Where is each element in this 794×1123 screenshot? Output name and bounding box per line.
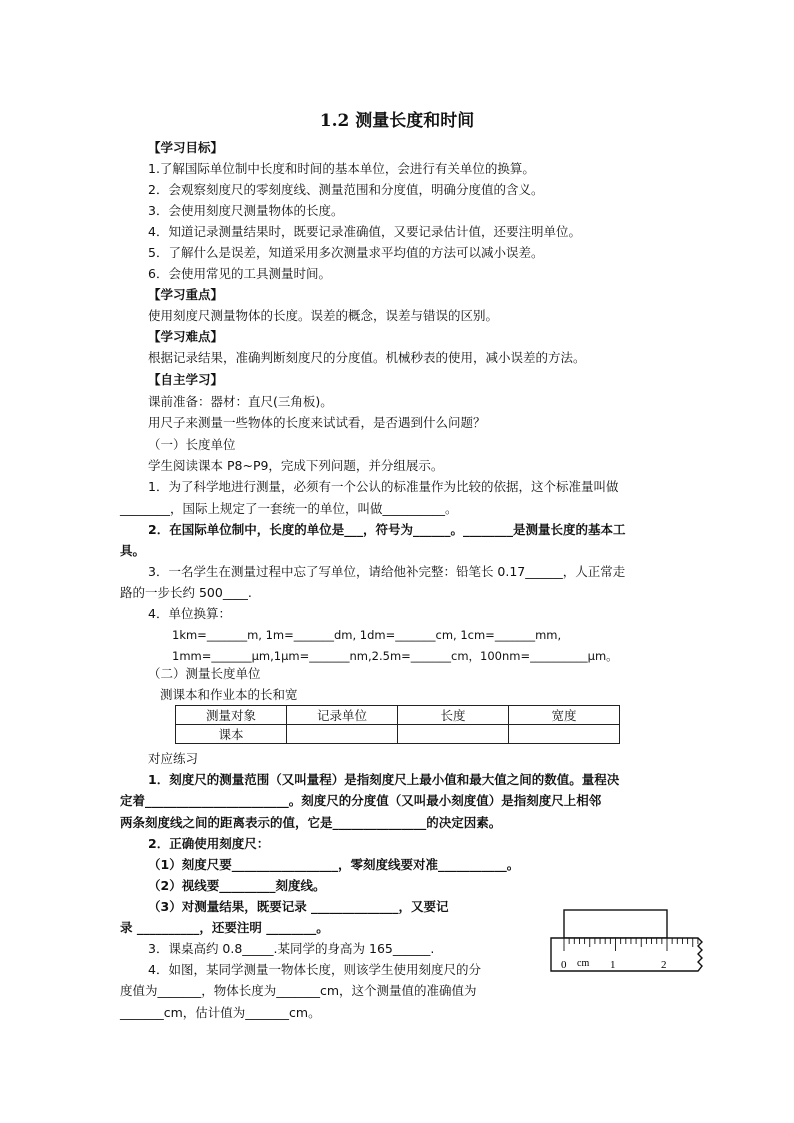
goal-item: 4．知道记录测量结果时，既要记录准确值，又要记录估计值，还要注明单位。 (148, 224, 581, 239)
table-row (176, 725, 620, 744)
p2-item: 录 __________，还要注明 ________。 (120, 920, 329, 935)
page-title: 1.2 测量长度和时间 (319, 111, 475, 131)
ruler-figure (548, 908, 713, 978)
q2-line: 具。 (120, 543, 146, 558)
difficulty-text: 根据记录结果，准确判断刻度尺的分度值。机械秒表的使用，减小误差的方法。 (148, 350, 586, 365)
table-header: 长度 (398, 706, 509, 725)
p1-line: 两条刻度线之间的距离表示的值，它是_______________的决定因素。 (120, 815, 502, 830)
question-text: 用尺子来测量一些物体的长度来试试看，是否遇到什么问题？ (148, 415, 486, 430)
ruler-label: 1 (610, 959, 616, 971)
measured-object (564, 910, 667, 938)
goal-item: 5．了解什么是误差，知道采用多次测量求平均值的方法可以减小误差。 (148, 245, 544, 260)
goals-heading: 【学习目标】 (148, 140, 224, 155)
self-study-heading: 【自主学习】 (148, 372, 224, 387)
ruler-label: 2 (661, 959, 667, 971)
read-instruction: 学生阅读课本 P8~P9，完成下列问题，并分组展示。 (148, 458, 444, 473)
p4-line: 度值为_______，物体长度为_______cm，这个测量值的准确值为 (120, 983, 477, 998)
q3-line: 路的一步长约 500____. (120, 585, 252, 600)
difficulty-heading: 【学习难点】 (148, 329, 224, 344)
q4-title: 4．单位换算： (148, 606, 231, 621)
p3-line: 3．课桌高约 0.8_____.某同学的身高为 165______. (148, 941, 435, 956)
focus-text: 使用刻度尺测量物体的长度。误差的概念，误差与错误的区别。 (148, 308, 499, 323)
ruler-label: 0 (561, 959, 567, 971)
q3-line: 3．一名学生在测量过程中忘了写单位，请给他补完整：铅笔长 0.17______，人正常走 (148, 564, 626, 579)
p2-item: （2）视线要_________刻度线。 (148, 878, 326, 893)
p2-item: （3）对测量结果，既要记录 ______________，又要记 (148, 899, 449, 914)
ruler-unit: cm (577, 958, 590, 969)
p1-line: 1．刻度尺的测量范围（又叫量程）是指刻度尺上最小值和最大值之间的数值。量程决 (148, 772, 620, 787)
measure-table (175, 705, 620, 744)
q1-line: 1．为了科学地进行测量，必须有一个公认的标准量作为比较的依据，这个标准量叫做 (148, 479, 619, 494)
table-header: 宽度 (509, 706, 620, 725)
measure-task: 测课本和作业本的长和宽 (160, 687, 298, 702)
ruler-body (551, 938, 702, 971)
practice-title: 对应练习 (148, 751, 199, 766)
goal-item: 3．会使用刻度尺测量物体的长度。 (148, 203, 344, 218)
table-cell (287, 725, 398, 744)
table-cell: 课本 (176, 725, 287, 744)
q4-line: 1mm=_______μm,1μm=_______nm,2.5m=_______cm，100nm=__________μm。 (172, 649, 618, 663)
table-cell (509, 725, 620, 744)
table-cell (398, 725, 509, 744)
p2-title: 2．正确使用刻度尺： (148, 836, 270, 851)
table-header: 测量对象 (176, 706, 287, 725)
part1-title: （一）长度单位 (148, 437, 236, 452)
part2-title: （二）测量长度单位 (148, 666, 261, 681)
p4-line: _______cm，估计值为_______cm。 (120, 1005, 321, 1020)
q4-line: 1km=_______m, 1m=_______dm, 1dm=_______cm, 1cm=_______mm, (172, 628, 562, 642)
p1-line: 定着_______________________。刻度尺的分度值（又叫最小刻度值）是指刻度尺上相邻 (120, 793, 602, 808)
goal-item: 2．会观察刻度尺的零刻度线、测量范围和分度值，明确分度值的含义。 (148, 182, 544, 197)
goal-item: 1.了解国际单位制中长度和时间的基本单位，会进行有关单位的换算。 (148, 161, 535, 176)
table-header: 记录单位 (287, 706, 398, 725)
focus-heading: 【学习重点】 (148, 287, 224, 302)
q2-line: 2．在国际单位制中，长度的单位是___，符号为______。________是测量长度的基本工 (148, 522, 626, 537)
prep-text: 课前准备：器材：直尺(三角板)。 (148, 394, 333, 409)
p4-line: 4．如图，某同学测量一物体长度，则该学生使用刻度尺的分 (148, 962, 481, 977)
q1-line: ________，国际上规定了一套统一的单位，叫做__________。 (120, 501, 458, 516)
goal-item: 6．会使用常见的工具测量时间。 (148, 266, 331, 281)
p2-item: （1）刻度尺要_________________，零刻度线要对准___________。 (148, 857, 520, 872)
table-header-row (176, 706, 620, 725)
